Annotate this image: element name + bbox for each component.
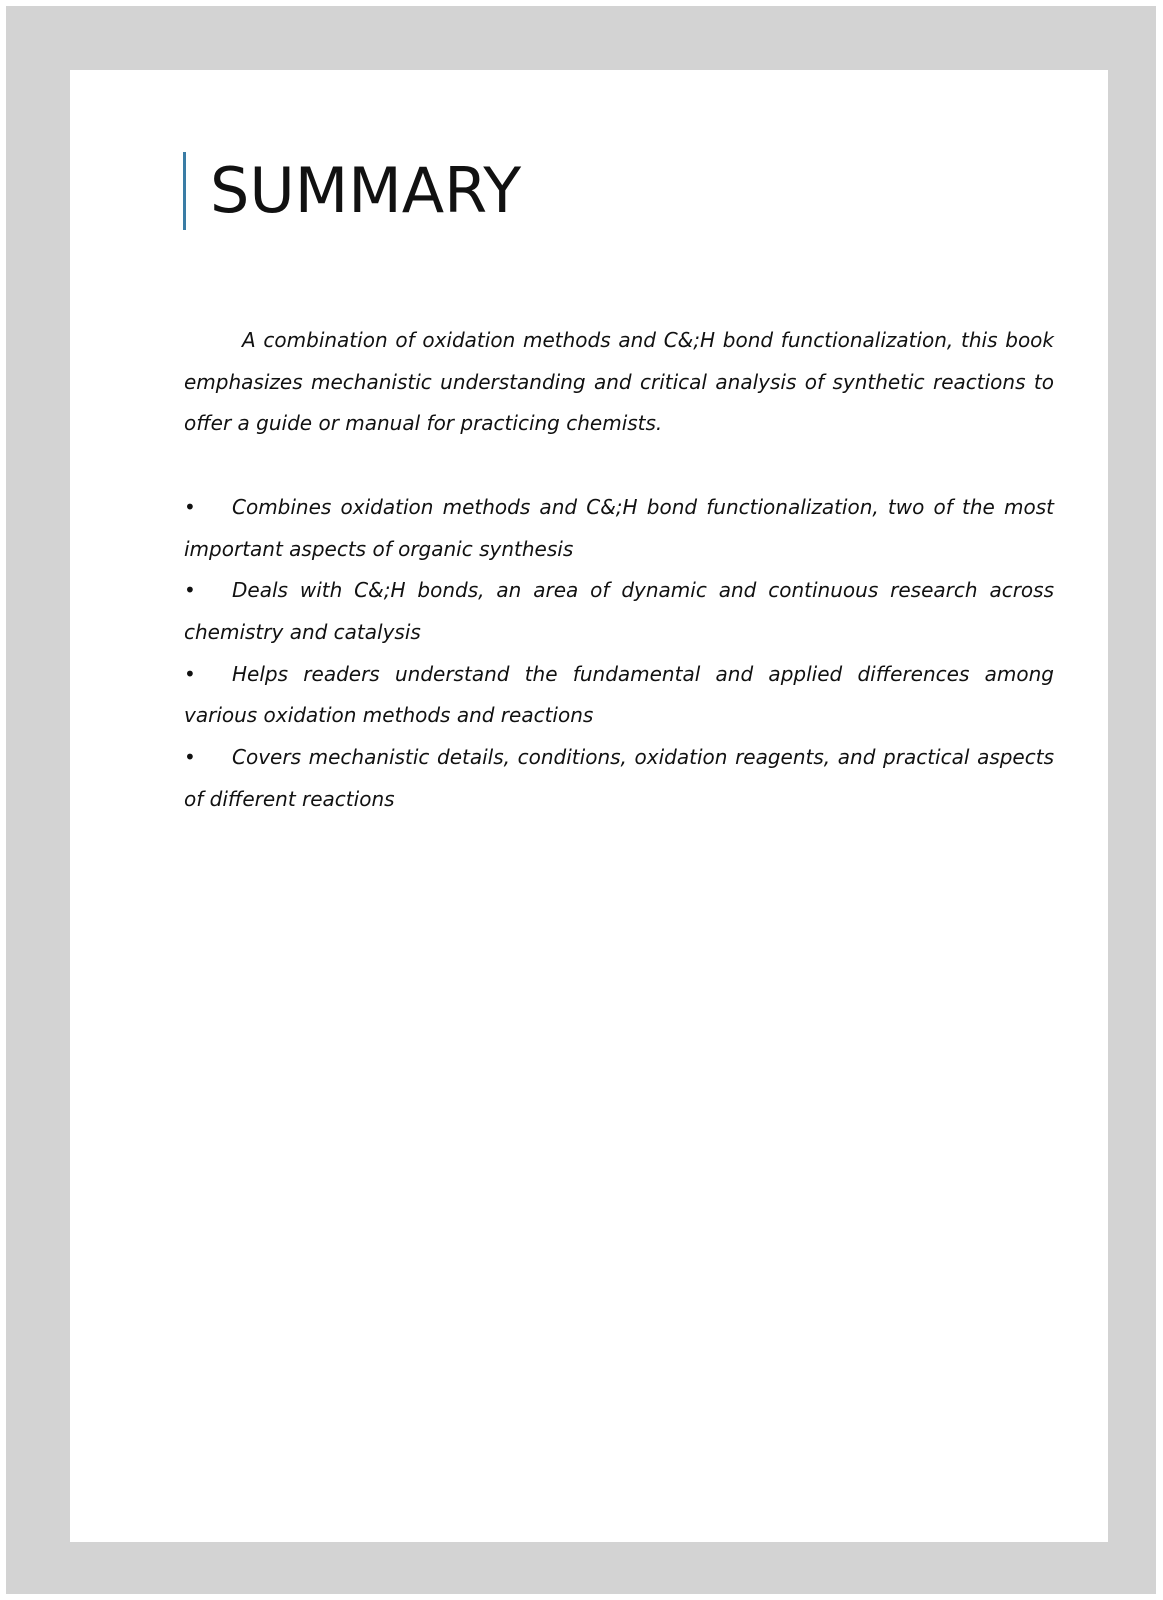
paragraph-spacer [184,445,1054,487]
bullet-text: Helps readers understand the fundamental and applied differences among various oxidation methods and reactions [184,661,1054,728]
bullet-text: Covers mechanistic details, conditions, oxidation reagents, and practical aspects of different reactions [184,745,1054,811]
bullet-icon: • [184,745,196,770]
summary-content [184,320,1054,820]
page-title: SUMMARY [210,154,522,227]
list-item [184,487,1054,570]
intro-paragraph: A combination of oxidation methods and C&;H bond functionalization, this book emphasizes mechanistic understanding and critical analysis of synthetic reactions to offer a guide or manual for practicing chemists. [184,328,1054,436]
list-item [184,570,1054,653]
bullet-text: Deals with C&;H bonds, an area of dynamic and continuous research across chemistry and catalysis [184,578,1054,644]
list-item [184,737,1054,820]
bullet-list [184,487,1054,821]
bullet-text: Combines oxidation methods and C&;H bond functionalization, two of the most important aspects of organic synthesis [184,494,1054,561]
bullet-icon: • [184,578,196,603]
page-frame [6,6,1156,1594]
title-accent-bar [183,152,186,230]
list-item [184,654,1054,737]
bullet-icon: • [184,661,196,686]
document-page [70,70,1108,1542]
bullet-icon: • [184,494,196,519]
